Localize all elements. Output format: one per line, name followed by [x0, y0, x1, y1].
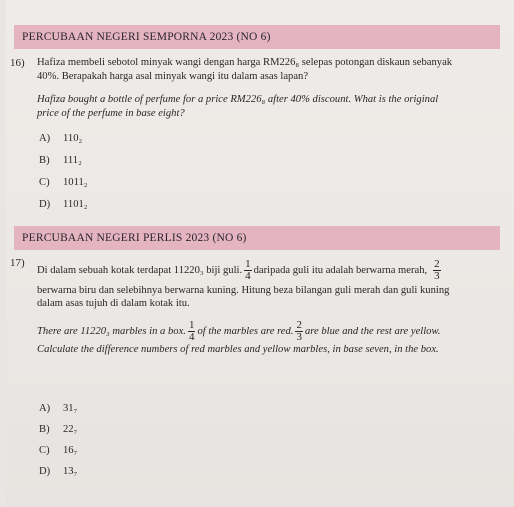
option-value: 31₇ [63, 403, 78, 414]
fraction-numerator: 2 [434, 258, 440, 270]
option-label: A) [39, 133, 51, 144]
section-header-perlis: PERCUBAAN NEGERI PERLIS 2023 (NO 6) [14, 226, 500, 250]
option-value: 22₇ [63, 424, 78, 435]
option-value: 16₇ [63, 445, 78, 456]
option-label: A) [39, 403, 51, 414]
option-17-c[interactable] [39, 445, 77, 456]
english-text-b: of the marbles are red. [197, 325, 294, 337]
option-value: 111₂ [63, 155, 82, 166]
question-16-english-line-2: price of the perfume in base eight? [37, 108, 185, 119]
fraction-denominator: 4 [188, 331, 195, 343]
fraction-two-thirds [433, 259, 441, 282]
malay-text-b: daripada guli itu adalah berwarna merah, [253, 264, 428, 276]
option-label: D) [39, 466, 51, 477]
option-label: D) [39, 199, 51, 210]
option-16-a[interactable] [39, 133, 82, 144]
question-number-17: 17) [10, 257, 25, 269]
question-17-malay-line-3: dalam asas tujuh di dalam kotak itu. [37, 298, 190, 309]
question-16-malay-line-1: Hafiza membeli sebotol minyak wangi dengan harga RM226₈ selepas potongan diskaun sebanyak [37, 57, 453, 68]
option-17-d[interactable] [39, 466, 77, 477]
malay-text-a: Di dalam sebuah kotak terdapat 11220₃ biji guli. [37, 264, 243, 276]
question-number-16: 16) [10, 57, 25, 69]
question-17-english-line-1 [37, 320, 440, 343]
fraction-numerator: 1 [188, 319, 195, 331]
fraction-denominator: 3 [296, 331, 302, 343]
fraction-one-quarter [244, 259, 252, 282]
question-17-malay-line-1 [37, 259, 443, 282]
option-17-b[interactable] [39, 424, 77, 435]
fraction-denominator: 3 [434, 270, 440, 282]
english-text-c: are blue and the rest are yellow. [304, 325, 441, 337]
option-16-c[interactable] [39, 177, 88, 188]
question-16-malay-line-2: 40%. Berapakah harga asal minyak wangi itu dalam asas lapan? [37, 71, 309, 82]
fraction-numerator: 2 [296, 319, 302, 331]
option-label: B) [39, 424, 50, 435]
option-17-a[interactable] [39, 403, 77, 414]
option-value: 1011₂ [63, 177, 88, 188]
fraction-one-quarter [188, 320, 196, 343]
english-text-a: There are 11220₃ marbles in a box. [37, 325, 186, 337]
fraction-denominator: 4 [245, 270, 251, 282]
option-16-b[interactable] [39, 155, 82, 166]
option-label: B) [39, 155, 50, 166]
option-value: 1101₂ [63, 199, 88, 210]
option-label: C) [39, 445, 50, 456]
fraction-numerator: 1 [245, 258, 251, 270]
option-label: C) [39, 177, 50, 188]
option-16-d[interactable] [39, 199, 88, 210]
question-17-english-line-2: Calculate the difference numbers of red marbles and yellow marbles, in base seven, in the box. [37, 344, 439, 355]
section-header-semporna: PERCUBAAN NEGERI SEMPORNA 2023 (NO 6) [14, 25, 500, 49]
fraction-two-thirds [295, 320, 303, 343]
question-16-english-line-1: Hafiza bought a bottle of perfume for a price RM226₈ after 40% discount. What is the original [37, 94, 439, 105]
option-value: 110₂ [63, 133, 83, 144]
option-value: 13₇ [63, 466, 78, 477]
question-17-malay-line-2: berwarna biru dan selebihnya berwarna kuning. Hitung beza bilangan guli merah dan guli kuning [37, 285, 450, 296]
